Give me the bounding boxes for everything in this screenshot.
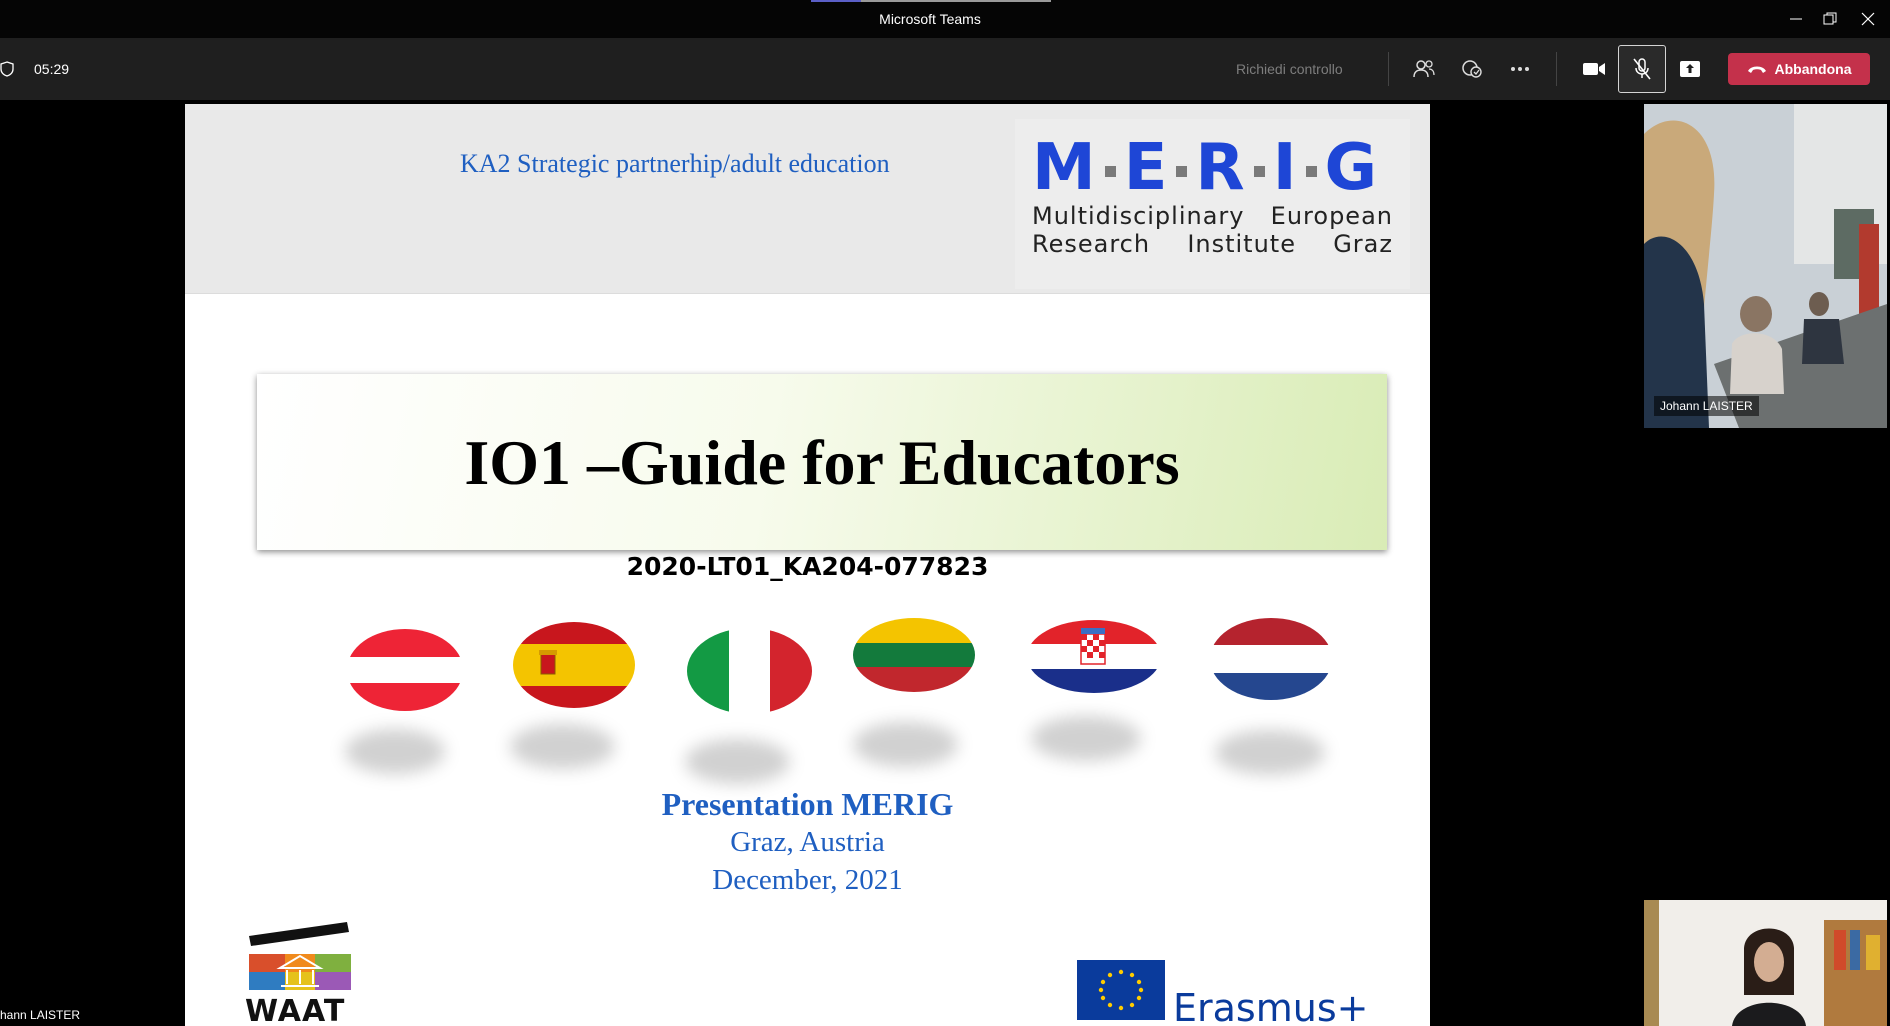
participant-video-feed (1644, 104, 1887, 428)
participant-video-feed (1644, 900, 1887, 1026)
merig-logo (1015, 119, 1410, 289)
mute-button[interactable] (1618, 45, 1666, 93)
merig-logo-line2: Research Institute Graz (1032, 230, 1393, 258)
participant-video-tile[interactable] (1644, 900, 1887, 1026)
italy-flag (687, 628, 812, 714)
flag-shadow (1215, 730, 1325, 775)
flag-shadow (853, 722, 958, 767)
flag-shadow (1031, 716, 1141, 761)
meeting-timer: 05:29 (34, 61, 70, 77)
netherlands-flag (1210, 618, 1332, 700)
waat-logo-text: WAAT (245, 994, 346, 1026)
eu-flag-icon (1077, 960, 1165, 1020)
request-control-button[interactable]: Richiedi controllo (1236, 61, 1343, 77)
video-panel (1640, 100, 1890, 1026)
title-bar (0, 0, 1890, 38)
toolbar-divider (1556, 52, 1557, 86)
app-title: Microsoft Teams (879, 11, 981, 27)
erasmus-logo-text: Erasmus+ (1173, 986, 1369, 1026)
presentation-date: December, 2021 (712, 864, 903, 896)
minimize-icon (1790, 13, 1802, 25)
phone-hangup-icon (1747, 64, 1767, 74)
participants-icon (1412, 58, 1436, 80)
title-box (257, 374, 1387, 550)
presentation-place: Graz, Austria (730, 826, 885, 858)
share-icon (1679, 60, 1701, 78)
camera-icon (1582, 61, 1606, 77)
toolbar-divider (1388, 52, 1389, 86)
chat-icon (1460, 58, 1484, 80)
leave-meeting-button[interactable] (1728, 53, 1870, 85)
chat-button[interactable] (1448, 45, 1496, 93)
merig-logo-line1: Multidisciplinary European (1032, 202, 1393, 230)
austria-flag (347, 629, 463, 711)
more-icon (1510, 66, 1530, 72)
restore-icon (1823, 12, 1837, 26)
waat-building-icon (245, 916, 355, 996)
program-title: KA2 Strategic partnerhip/adult education (460, 149, 890, 178)
title-accent (811, 0, 1051, 2)
presentation-slide (185, 104, 1430, 1026)
waat-logo (245, 916, 355, 1026)
flag-shadow (345, 729, 445, 774)
close-button[interactable] (1848, 4, 1888, 34)
spain-flag (513, 622, 635, 708)
flag-shadow (510, 724, 615, 769)
restore-button[interactable] (1810, 4, 1850, 34)
more-options-button[interactable] (1496, 45, 1544, 93)
camera-button[interactable] (1570, 45, 1618, 93)
croatia-flag (1027, 620, 1161, 693)
close-icon (1861, 12, 1875, 26)
flag-shadow (685, 739, 790, 784)
lithuania-flag (853, 618, 975, 692)
mic-off-icon (1632, 57, 1652, 81)
meeting-control-bar (0, 38, 1890, 100)
slide-header (185, 104, 1430, 294)
presenter-name-label: hann LAISTER (0, 1008, 81, 1022)
participant-name-label: Johann LAISTER (1654, 396, 1759, 416)
project-code: 2020-LT01_KA204-077823 (626, 552, 989, 581)
share-screen-button[interactable] (1666, 45, 1714, 93)
main-title: IO1 –Guide for Educators (464, 427, 1180, 498)
participants-button[interactable] (1400, 45, 1448, 93)
leave-label: Abbandona (1774, 61, 1852, 77)
presentation-heading: Presentation MERIG (661, 786, 954, 822)
shield-icon (0, 61, 14, 77)
merig-logo-letters: M E R I G (1032, 131, 1379, 205)
participant-video-tile[interactable] (1644, 104, 1887, 428)
